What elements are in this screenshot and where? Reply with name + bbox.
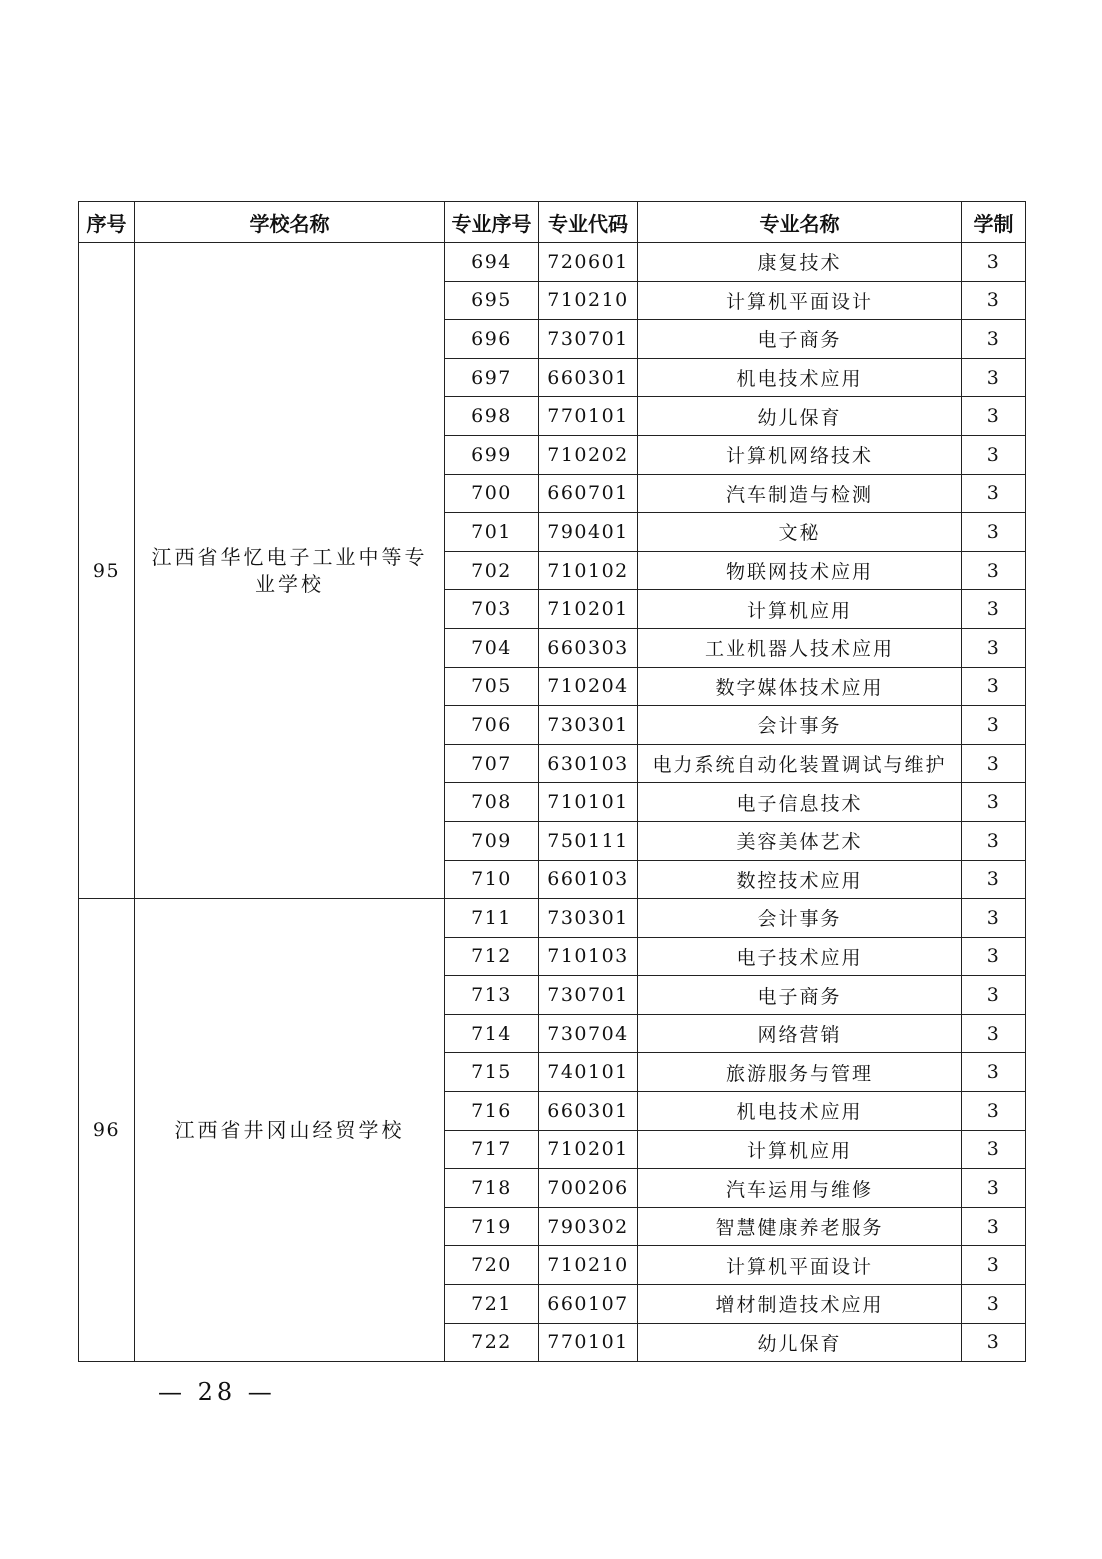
years-cell: 3 (962, 976, 1026, 1015)
page-number: — 28 — (158, 1378, 276, 1406)
major-name-cell: 智慧健康养老服务 (638, 1207, 962, 1246)
majors-table (78, 201, 1026, 1362)
years-cell: 3 (962, 1207, 1026, 1246)
major-seq-cell: 694 (445, 243, 539, 282)
years-cell: 3 (962, 1169, 1026, 1208)
major-seq-cell: 696 (445, 320, 539, 359)
major-name-cell: 数字媒体技术应用 (638, 667, 962, 706)
years-cell: 3 (962, 937, 1026, 976)
years-cell: 3 (962, 474, 1026, 513)
major-name-cell: 工业机器人技术应用 (638, 628, 962, 667)
major-seq-cell: 707 (445, 744, 539, 783)
years-cell: 3 (962, 513, 1026, 552)
major-name-cell: 机电技术应用 (638, 1092, 962, 1131)
years-cell: 3 (962, 821, 1026, 860)
years-cell: 3 (962, 243, 1026, 282)
school-name: 江西省井冈山经贸学校 (135, 899, 445, 1362)
major-seq-cell: 705 (445, 667, 539, 706)
header-school-name: 学校名称 (135, 202, 445, 243)
school-number: 96 (79, 899, 135, 1362)
major-name-cell: 电子信息技术 (638, 783, 962, 822)
years-cell: 3 (962, 281, 1026, 320)
major-code-cell: 710201 (539, 1130, 638, 1169)
major-code-cell: 700206 (539, 1169, 638, 1208)
header-row (79, 202, 1026, 243)
major-seq-cell: 701 (445, 513, 539, 552)
major-name-cell: 会计事务 (638, 899, 962, 938)
major-code-cell: 720601 (539, 243, 638, 282)
major-code-cell: 710103 (539, 937, 638, 976)
table-row (79, 899, 1026, 938)
header-major-seq: 专业序号 (445, 202, 539, 243)
major-code-cell: 710204 (539, 667, 638, 706)
major-name-cell: 增材制造技术应用 (638, 1285, 962, 1324)
major-name-cell: 幼儿保育 (638, 1323, 962, 1362)
major-seq-cell: 697 (445, 358, 539, 397)
table-body (79, 243, 1026, 1362)
major-code-cell: 710210 (539, 1246, 638, 1285)
major-name-cell: 计算机网络技术 (638, 435, 962, 474)
years-cell: 3 (962, 783, 1026, 822)
major-code-cell: 710101 (539, 783, 638, 822)
major-code-cell: 750111 (539, 821, 638, 860)
major-code-cell: 730701 (539, 976, 638, 1015)
years-cell: 3 (962, 397, 1026, 436)
major-code-cell: 730301 (539, 706, 638, 745)
major-name-cell: 计算机平面设计 (638, 1246, 962, 1285)
major-name-cell: 汽车制造与检测 (638, 474, 962, 513)
major-name-cell: 幼儿保育 (638, 397, 962, 436)
major-code-cell: 710201 (539, 590, 638, 629)
major-code-cell: 730301 (539, 899, 638, 938)
major-code-cell: 660103 (539, 860, 638, 899)
years-cell: 3 (962, 744, 1026, 783)
major-code-cell: 710102 (539, 551, 638, 590)
major-seq-cell: 702 (445, 551, 539, 590)
years-cell: 3 (962, 899, 1026, 938)
major-seq-cell: 713 (445, 976, 539, 1015)
years-cell: 3 (962, 667, 1026, 706)
years-cell: 3 (962, 1130, 1026, 1169)
major-name-cell: 网络营销 (638, 1014, 962, 1053)
major-name-cell: 美容美体艺术 (638, 821, 962, 860)
major-code-cell: 770101 (539, 397, 638, 436)
major-seq-cell: 716 (445, 1092, 539, 1131)
major-name-cell: 电子商务 (638, 976, 962, 1015)
major-seq-cell: 698 (445, 397, 539, 436)
years-cell: 3 (962, 358, 1026, 397)
major-seq-cell: 711 (445, 899, 539, 938)
major-name-cell: 计算机平面设计 (638, 281, 962, 320)
major-seq-cell: 708 (445, 783, 539, 822)
major-seq-cell: 718 (445, 1169, 539, 1208)
major-seq-cell: 715 (445, 1053, 539, 1092)
years-cell: 3 (962, 1014, 1026, 1053)
major-seq-cell: 709 (445, 821, 539, 860)
major-seq-cell: 719 (445, 1207, 539, 1246)
major-seq-cell: 706 (445, 706, 539, 745)
major-name-cell: 会计事务 (638, 706, 962, 745)
table-row (79, 243, 1026, 282)
major-name-cell: 电子商务 (638, 320, 962, 359)
major-seq-cell: 720 (445, 1246, 539, 1285)
major-name-cell: 文秘 (638, 513, 962, 552)
major-seq-cell: 700 (445, 474, 539, 513)
header-major-name: 专业名称 (638, 202, 962, 243)
school-name: 江西省华忆电子工业中等专业学校 (135, 243, 445, 899)
major-code-cell: 710202 (539, 435, 638, 474)
major-name-cell: 汽车运用与维修 (638, 1169, 962, 1208)
major-name-cell: 数控技术应用 (638, 860, 962, 899)
major-seq-cell: 722 (445, 1323, 539, 1362)
major-code-cell: 630103 (539, 744, 638, 783)
major-code-cell: 740101 (539, 1053, 638, 1092)
major-code-cell: 730704 (539, 1014, 638, 1053)
major-name-cell: 计算机应用 (638, 590, 962, 629)
years-cell: 3 (962, 551, 1026, 590)
years-cell: 3 (962, 590, 1026, 629)
major-code-cell: 660301 (539, 1092, 638, 1131)
years-cell: 3 (962, 1092, 1026, 1131)
major-name-cell: 机电技术应用 (638, 358, 962, 397)
major-code-cell: 660107 (539, 1285, 638, 1324)
years-cell: 3 (962, 1323, 1026, 1362)
major-code-cell: 790302 (539, 1207, 638, 1246)
years-cell: 3 (962, 320, 1026, 359)
major-seq-cell: 714 (445, 1014, 539, 1053)
major-seq-cell: 699 (445, 435, 539, 474)
header-years: 学制 (962, 202, 1026, 243)
major-seq-cell: 721 (445, 1285, 539, 1324)
major-name-cell: 电子技术应用 (638, 937, 962, 976)
years-cell: 3 (962, 706, 1026, 745)
years-cell: 3 (962, 1246, 1026, 1285)
major-seq-cell: 704 (445, 628, 539, 667)
school-number: 95 (79, 243, 135, 899)
major-code-cell: 730701 (539, 320, 638, 359)
major-name-cell: 计算机应用 (638, 1130, 962, 1169)
major-code-cell: 660701 (539, 474, 638, 513)
major-seq-cell: 695 (445, 281, 539, 320)
major-name-cell: 旅游服务与管理 (638, 1053, 962, 1092)
years-cell: 3 (962, 1053, 1026, 1092)
major-code-cell: 770101 (539, 1323, 638, 1362)
years-cell: 3 (962, 435, 1026, 474)
major-code-cell: 790401 (539, 513, 638, 552)
major-seq-cell: 712 (445, 937, 539, 976)
major-name-cell: 康复技术 (638, 243, 962, 282)
years-cell: 3 (962, 1285, 1026, 1324)
header-major-code: 专业代码 (539, 202, 638, 243)
major-code-cell: 660301 (539, 358, 638, 397)
major-seq-cell: 717 (445, 1130, 539, 1169)
years-cell: 3 (962, 860, 1026, 899)
major-code-cell: 710210 (539, 281, 638, 320)
years-cell: 3 (962, 628, 1026, 667)
major-seq-cell: 710 (445, 860, 539, 899)
major-name-cell: 物联网技术应用 (638, 551, 962, 590)
header-no: 序号 (79, 202, 135, 243)
major-name-cell: 电力系统自动化装置调试与维护 (638, 744, 962, 783)
major-seq-cell: 703 (445, 590, 539, 629)
major-code-cell: 660303 (539, 628, 638, 667)
